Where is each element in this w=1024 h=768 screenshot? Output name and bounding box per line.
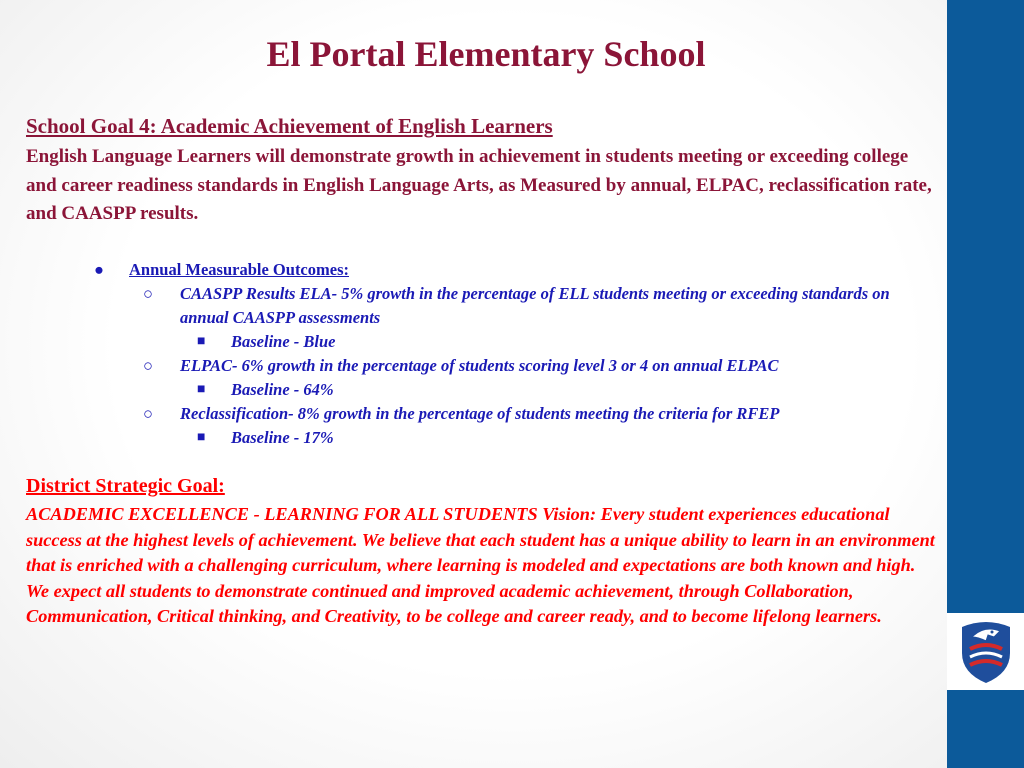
outcomes-list — [0, 258, 940, 450]
baseline-item — [0, 426, 940, 450]
outcome-item — [0, 402, 940, 426]
page-title: El Portal Elementary School — [266, 34, 706, 74]
outcome-item — [0, 354, 940, 378]
baseline-text: Baseline - 17% — [231, 428, 334, 447]
district-logo — [947, 613, 1024, 690]
district-goal-body: ACADEMIC EXCELLENCE - LEARNING FOR ALL STUDENTS Vision: Every student experiences educational success at the highest levels of achievement. We believe that each student has a unique ability to learn in an environment that is enriched with a challenging curriculum, where learning is modeled and expectations are both known and high. We expect all students to demonstrate continued and improved academic achievement, through Collaboration, Communication, Critical thinking, and Creativity, to be college and career ready, and to become lifelong learners. — [26, 504, 935, 627]
bullet-circle: ○ — [143, 404, 153, 423]
baseline-text: Baseline - Blue — [231, 332, 336, 351]
baseline-item — [0, 330, 940, 354]
outcome-text: ELPAC- 6% growth in the percentage of students scoring level 3 or 4 on annual ELPAC — [180, 356, 779, 375]
eagle-shield-icon — [958, 619, 1014, 685]
bullet-square: ■ — [197, 430, 206, 445]
outcome-item — [0, 282, 940, 330]
baseline-item — [0, 378, 940, 402]
bullet-dot: ● — [94, 260, 104, 279]
bullet-square: ■ — [197, 334, 206, 349]
district-goal-heading: District Strategic Goal: — [26, 475, 225, 497]
baseline-text: Baseline - 64% — [231, 380, 334, 399]
bullet-circle: ○ — [143, 284, 153, 303]
outcomes-heading: Annual Measurable Outcomes: — [129, 260, 349, 279]
outcome-text: Reclassification- 8% growth in the percentage of students meeting the criteria for RFEP — [180, 404, 780, 423]
goal-heading: School Goal 4: Academic Achievement of English Learners — [26, 114, 553, 138]
bullet-square: ■ — [197, 382, 206, 397]
outcome-text: CAASPP Results ELA- 5% growth in the percentage of ELL students meeting or exceeding standards on annual CAASPP assessments — [180, 284, 890, 327]
bullet-circle: ○ — [143, 356, 153, 375]
goal-description: English Language Learners will demonstrate growth in achievement in students meeting or exceeding college and career readiness standards in English Language Arts, as Measured by annual, ELPAC, reclassification rate, and CAASPP results. — [26, 146, 932, 224]
outcomes-heading-row — [0, 258, 940, 282]
